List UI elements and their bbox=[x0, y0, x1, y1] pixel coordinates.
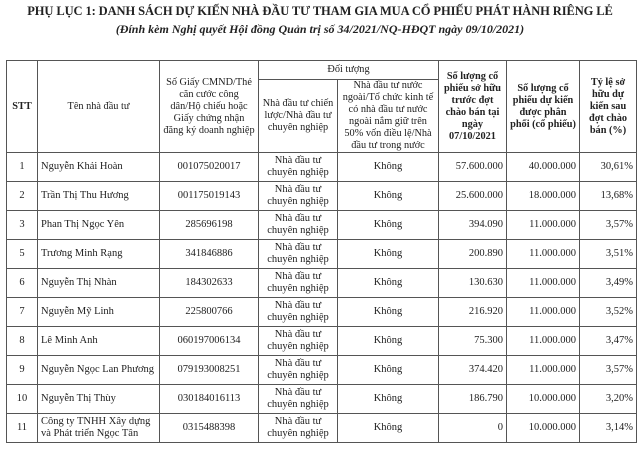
table-row bbox=[7, 153, 637, 182]
cell-id: 079193008251 bbox=[160, 356, 259, 385]
cell-ratio: 3,49% bbox=[580, 269, 637, 298]
cell-ratio: 13,68% bbox=[580, 182, 637, 211]
cell-foreign: Không bbox=[338, 327, 439, 356]
table-row bbox=[7, 240, 637, 269]
cell-stt: 11 bbox=[7, 414, 38, 443]
cell-investor-type: Nhà đầu tư chuyên nghiệp bbox=[259, 153, 338, 182]
cell-ratio: 3,57% bbox=[580, 356, 637, 385]
cell-foreign: Không bbox=[338, 211, 439, 240]
table-row bbox=[7, 269, 637, 298]
cell-foreign: Không bbox=[338, 298, 439, 327]
cell-investor-type: Nhà đầu tư chuyên nghiệp bbox=[259, 211, 338, 240]
cell-name: Nguyễn Mỹ Linh bbox=[38, 298, 160, 327]
cell-id: 184302633 bbox=[160, 269, 259, 298]
cell-allocated: 11.000.000 bbox=[507, 327, 580, 356]
cell-stt: 3 bbox=[7, 211, 38, 240]
table-row bbox=[7, 385, 637, 414]
cell-owned: 57.600.000 bbox=[439, 153, 507, 182]
cell-id: 341846886 bbox=[160, 240, 259, 269]
cell-owned: 75.300 bbox=[439, 327, 507, 356]
cell-allocated: 11.000.000 bbox=[507, 240, 580, 269]
header-group: Đối tượng bbox=[259, 61, 439, 80]
cell-name: Nguyễn Thị Nhàn bbox=[38, 269, 160, 298]
cell-foreign: Không bbox=[338, 153, 439, 182]
cell-ratio: 3,47% bbox=[580, 327, 637, 356]
cell-allocated: 11.000.000 bbox=[507, 211, 580, 240]
cell-id: 060197006134 bbox=[160, 327, 259, 356]
table-row bbox=[7, 182, 637, 211]
cell-foreign: Không bbox=[338, 414, 439, 443]
cell-investor-type: Nhà đầu tư chuyên nghiệp bbox=[259, 327, 338, 356]
table-row bbox=[7, 356, 637, 385]
table-row bbox=[7, 414, 637, 443]
table-row bbox=[7, 211, 637, 240]
header-owned: Số lượng cổ phiếu sở hữu trước đợt chào bán tại ngày 07/10/2021 bbox=[439, 61, 507, 153]
cell-investor-type: Nhà đầu tư chuyên nghiệp bbox=[259, 182, 338, 211]
cell-investor-type: Nhà đầu tư chuyên nghiệp bbox=[259, 414, 338, 443]
cell-owned: 0 bbox=[439, 414, 507, 443]
investor-table bbox=[6, 60, 637, 443]
cell-allocated: 10.000.000 bbox=[507, 414, 580, 443]
cell-foreign: Không bbox=[338, 269, 439, 298]
cell-id: 225800766 bbox=[160, 298, 259, 327]
cell-id: 0315488398 bbox=[160, 414, 259, 443]
cell-owned: 130.630 bbox=[439, 269, 507, 298]
document-subtitle: (Đính kèm Nghị quyết Hội đồng Quản trị số 34/2021/NQ-HĐQT ngày 09/10/2021) bbox=[115, 22, 525, 36]
cell-investor-type: Nhà đầu tư chuyên nghiệp bbox=[259, 298, 338, 327]
cell-stt: 6 bbox=[7, 269, 38, 298]
document-title: PHỤ LỤC 1: DANH SÁCH DỰ KIẾN NHÀ ĐẦU TƯ THAM GIA MUA CỔ PHIẾU PHÁT HÀNH RIÊNG LẺ bbox=[27, 4, 613, 18]
cell-name: Nguyễn Thị Thùy bbox=[38, 385, 160, 414]
cell-ratio: 3,51% bbox=[580, 240, 637, 269]
table-row bbox=[7, 298, 637, 327]
cell-id: 001075020017 bbox=[160, 153, 259, 182]
cell-foreign: Không bbox=[338, 385, 439, 414]
cell-allocated: 11.000.000 bbox=[507, 356, 580, 385]
header-foreign: Nhà đầu tư nước ngoài/Tổ chức kinh tế có nhà đầu tư nước ngoài nắm giữ trên 50% vốn điều lệ/Nhà đầu tư trong nước bbox=[338, 80, 439, 153]
cell-stt: 9 bbox=[7, 356, 38, 385]
cell-allocated: 11.000.000 bbox=[507, 298, 580, 327]
cell-owned: 200.890 bbox=[439, 240, 507, 269]
cell-ratio: 30,61% bbox=[580, 153, 637, 182]
table-row bbox=[7, 327, 637, 356]
header-id: Số Giấy CMND/Thẻ căn cước công dân/Hộ chiếu hoặc Giấy chứng nhận đăng ký doanh nghiệp bbox=[160, 61, 259, 153]
cell-name: Nguyễn Khải Hoàn bbox=[38, 153, 160, 182]
cell-ratio: 3,52% bbox=[580, 298, 637, 327]
cell-stt: 8 bbox=[7, 327, 38, 356]
cell-name: Công ty TNHH Xây dựng và Phát triển Ngọc Tân bbox=[38, 414, 160, 443]
cell-allocated: 40.000.000 bbox=[507, 153, 580, 182]
cell-owned: 216.920 bbox=[439, 298, 507, 327]
header-ratio: Tỷ lệ sở hữu dự kiến sau đợt chào bán (%) bbox=[580, 61, 637, 153]
cell-name: Nguyễn Ngọc Lan Phương bbox=[38, 356, 160, 385]
header-allocated: Số lượng cổ phiếu dự kiến được phân phối (cổ phiếu) bbox=[507, 61, 580, 153]
cell-stt: 1 bbox=[7, 153, 38, 182]
cell-allocated: 11.000.000 bbox=[507, 269, 580, 298]
cell-investor-type: Nhà đầu tư chuyên nghiệp bbox=[259, 356, 338, 385]
cell-ratio: 3,20% bbox=[580, 385, 637, 414]
header-name: Tên nhà đầu tư bbox=[38, 61, 160, 153]
cell-investor-type: Nhà đầu tư chuyên nghiệp bbox=[259, 385, 338, 414]
cell-name: Trần Thị Thu Hương bbox=[38, 182, 160, 211]
cell-investor-type: Nhà đầu tư chuyên nghiệp bbox=[259, 269, 338, 298]
cell-stt: 2 bbox=[7, 182, 38, 211]
cell-name: Phan Thị Ngọc Yên bbox=[38, 211, 160, 240]
cell-allocated: 10.000.000 bbox=[507, 385, 580, 414]
header-strategic: Nhà đầu tư chiến lược/Nhà đầu tư chuyên nghiệp bbox=[259, 80, 338, 153]
cell-ratio: 3,14% bbox=[580, 414, 637, 443]
cell-owned: 25.600.000 bbox=[439, 182, 507, 211]
cell-id: 285696198 bbox=[160, 211, 259, 240]
cell-stt: 7 bbox=[7, 298, 38, 327]
cell-name: Lê Minh Anh bbox=[38, 327, 160, 356]
cell-name: Trương Minh Rạng bbox=[38, 240, 160, 269]
cell-owned: 394.090 bbox=[439, 211, 507, 240]
header-stt: STT bbox=[7, 61, 38, 153]
cell-id: 030184016113 bbox=[160, 385, 259, 414]
cell-foreign: Không bbox=[338, 182, 439, 211]
cell-owned: 374.420 bbox=[439, 356, 507, 385]
cell-stt: 10 bbox=[7, 385, 38, 414]
cell-owned: 186.790 bbox=[439, 385, 507, 414]
cell-foreign: Không bbox=[338, 356, 439, 385]
cell-id: 001175019143 bbox=[160, 182, 259, 211]
cell-investor-type: Nhà đầu tư chuyên nghiệp bbox=[259, 240, 338, 269]
cell-stt: 5 bbox=[7, 240, 38, 269]
cell-ratio: 3,57% bbox=[580, 211, 637, 240]
cell-foreign: Không bbox=[338, 240, 439, 269]
cell-allocated: 18.000.000 bbox=[507, 182, 580, 211]
